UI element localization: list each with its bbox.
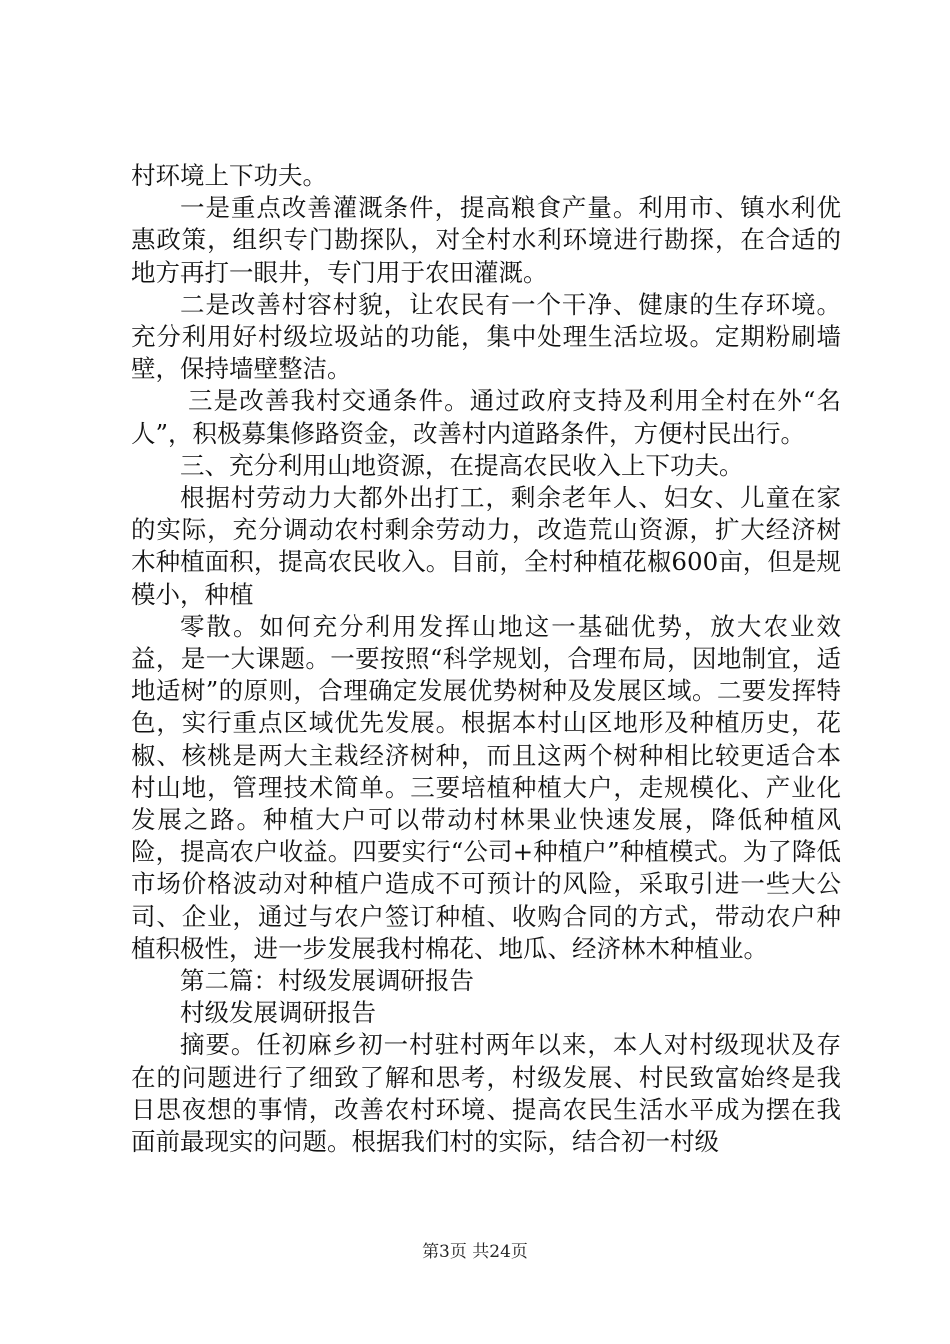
report-title: 村级发展调研报告 xyxy=(180,998,376,1028)
document-body xyxy=(131,160,841,1158)
page-number-footer: 第3页 共24页 xyxy=(422,1242,528,1262)
paragraph-planting-strategy: 零散。如何充分利用发挥山地这一基础优势，放大农业效益，是一大课题。一要按照“科学规划，合理布局，因地制宜，适地适树”的原则，合理确定发展优势树种及发展区域。二要发挥特色，实行重点区域优先发展。根据本村山区地形及种植历史，花椒、核桃是两大主栽经济树种，而且这两个树种相比较更适合本村山地，管理技术简单。三要培植种植大户，走规模化、产业化发展之路。种植大户可以带动村林果业快速发展，降低种植风险，提高农户收益。四要实行“公司+种植户”种植模式。为了降低市场价格波动对种植户造成不可预计的风险，采取引进一些大公司、企业，通过与农户签订种植、收购合同的方式，带动农户种植积极性，进一步发展我村棉花、地瓜、经济林木种植业。 xyxy=(131,611,841,963)
paragraph-abstract: 摘要。任初麻乡初一村驻村两年以来，本人对村级现状及存在的问题进行了细致了解和思考，村级发展、村民致富始终是我日思夜想的事情，改善农村环境、提高农民生活水平成为摆在我面前最现实的问题。根据我们村的实际，结合初一村级 xyxy=(131,1030,841,1157)
chapter-title: 第二篇：村级发展调研报告 xyxy=(180,966,474,996)
section-heading-mountain-resources: 三、充分利用山地资源，在提高农民收入上下功夫。 xyxy=(180,450,744,480)
paragraph-continuation: 村环境上下功夫。 xyxy=(131,161,327,190)
paragraph-irrigation: 一是重点改善灌溉条件，提高粮食产量。利用市、镇水利优惠政策，组织专门勘探队，对全村水利环境进行勘探，在合适的地方再打一眼井，专门用于农田灌溉。 xyxy=(131,193,841,287)
paragraph-transportation: 三是改善我村交通条件。通过政府支持及利用全村在外“名人”，积极募集修路资金，改善村内道路条件，方便村民出行。 xyxy=(131,386,841,448)
paragraph-labor-force: 根据村劳动力大都外出打工，剩余老年人、妇女、儿童在家的实际，充分调动农村剩余劳动力，改造荒山资源，扩大经济树木种植面积，提高农民收入。目前，全村种植花椒600亩，但是规模小，种植 xyxy=(131,483,841,609)
paragraph-village-appearance: 二是改善村容村貌，让农民有一个干净、健康的生存环境。充分利用好村级垃圾站的功能，集中处理生活垃圾。定期粉刷墙壁，保持墙壁整洁。 xyxy=(131,289,841,384)
